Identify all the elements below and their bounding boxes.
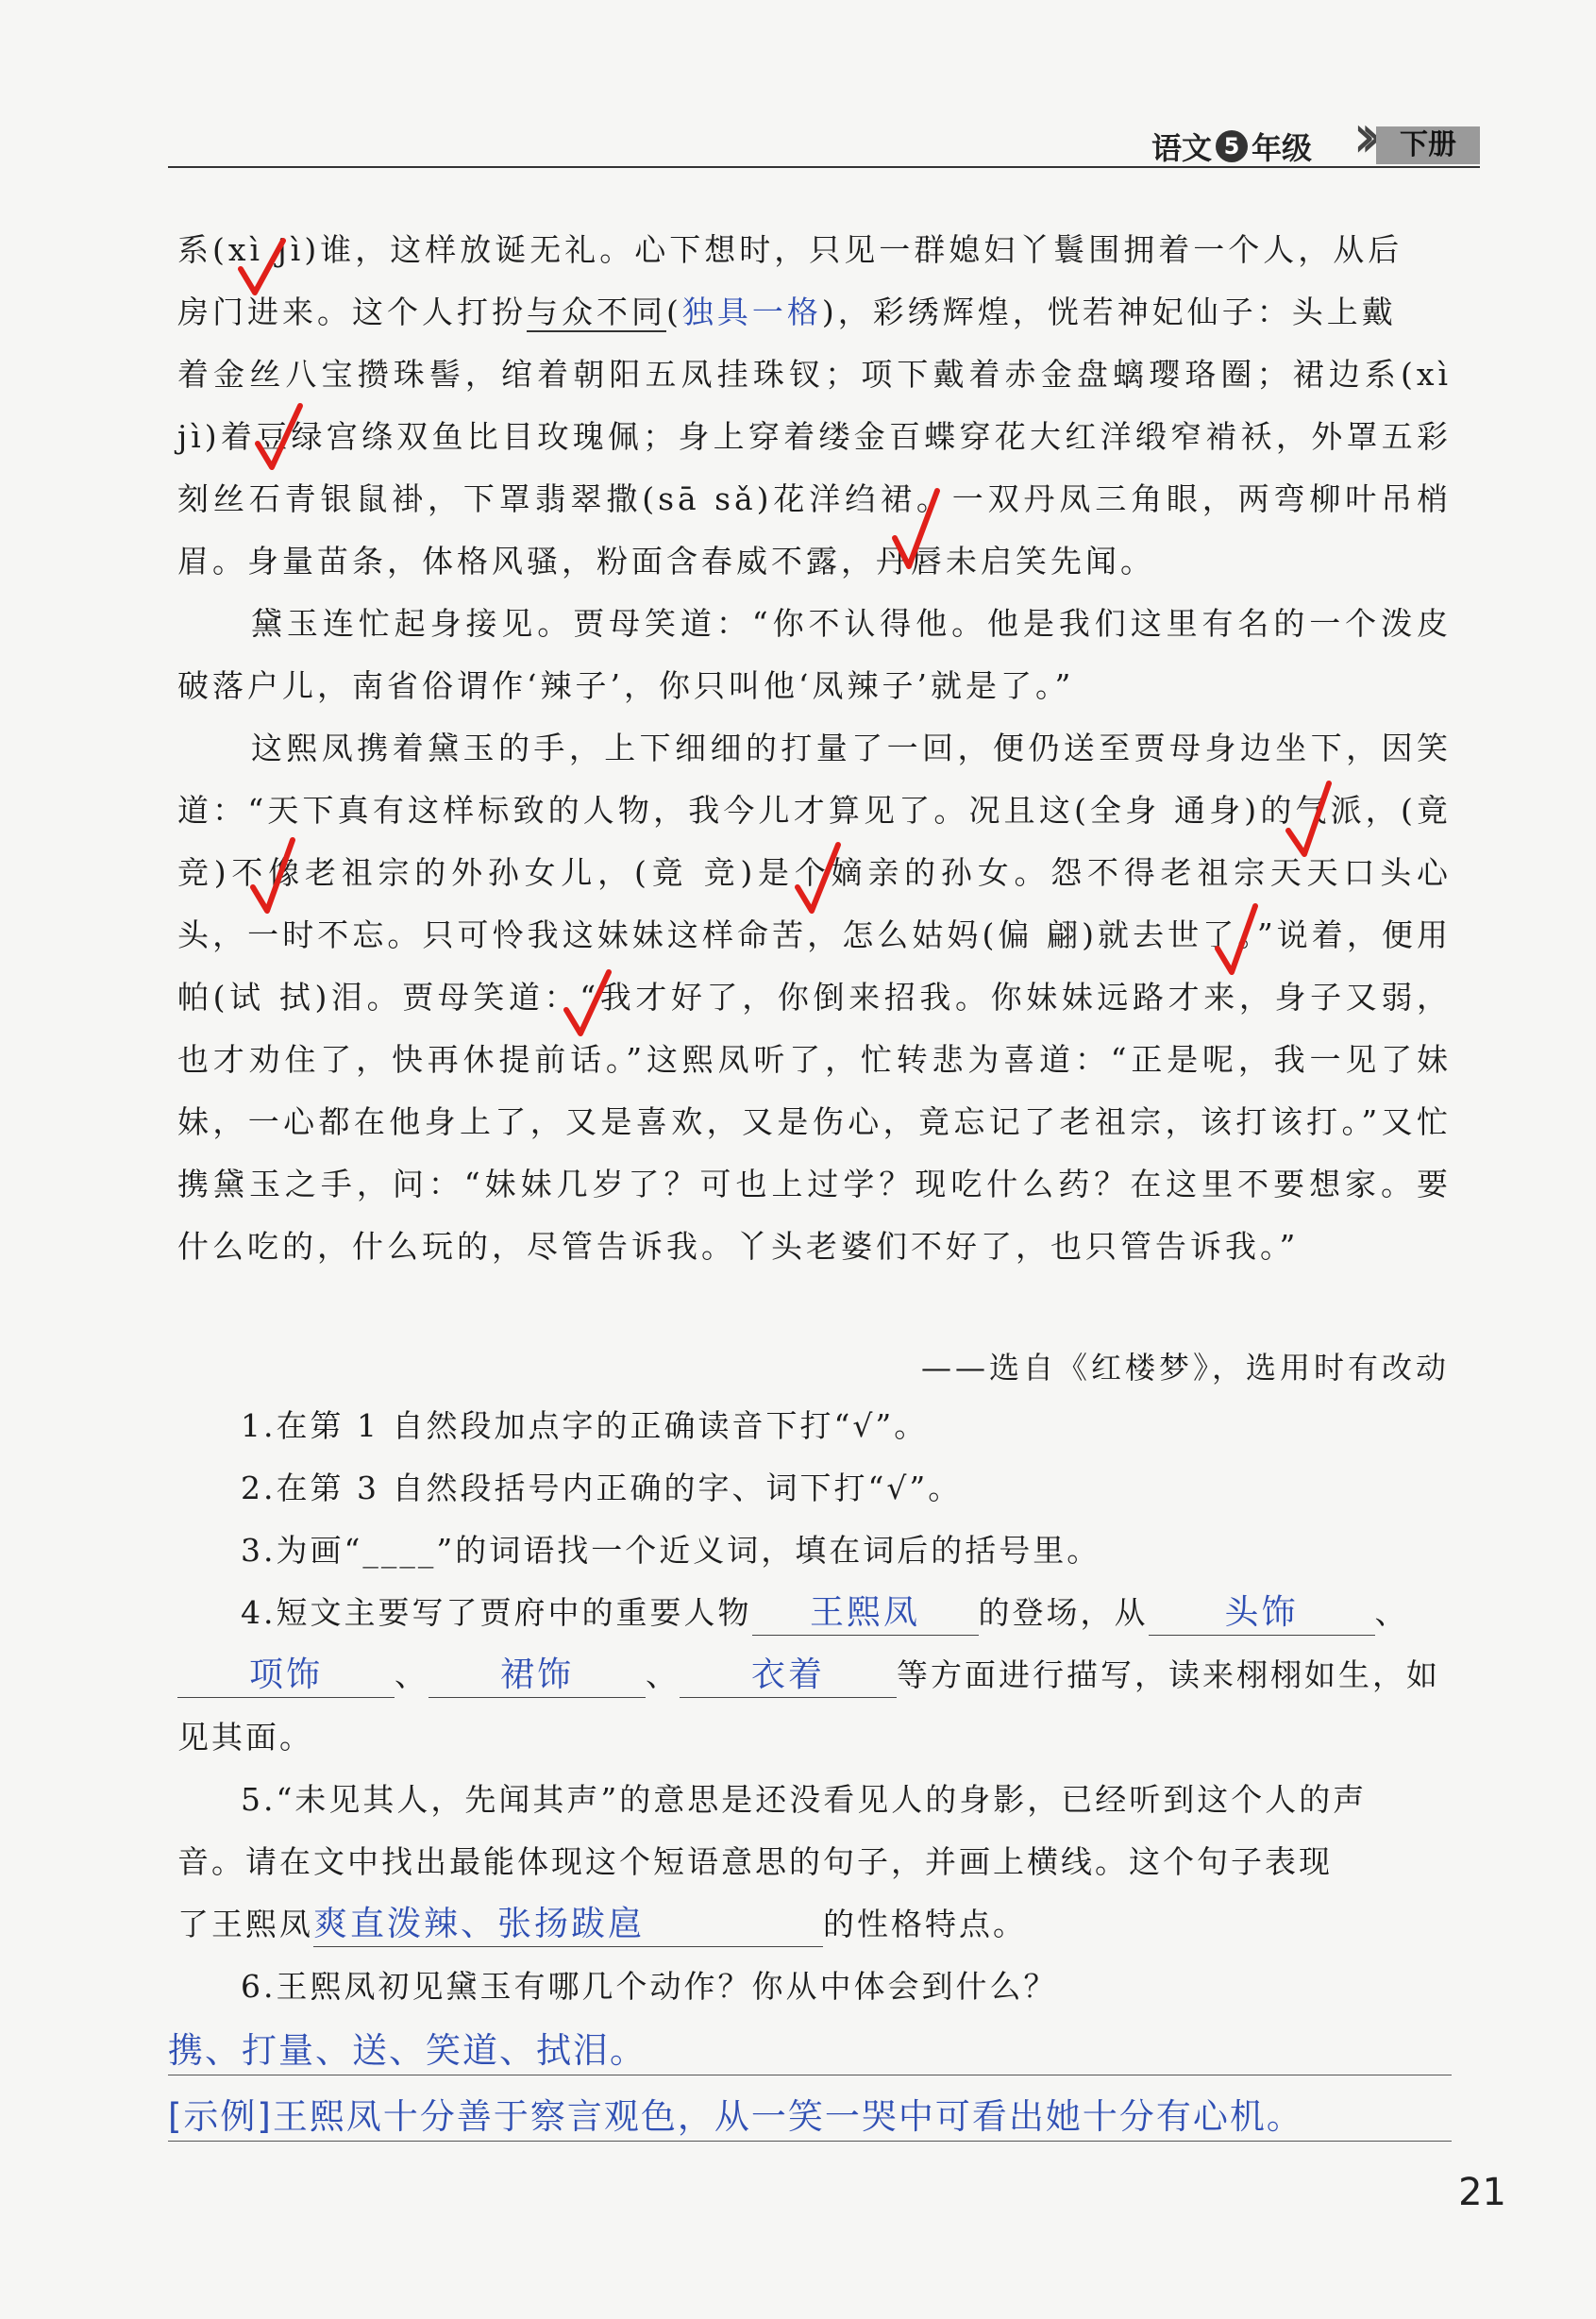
question-4-line3: 见其面。 [177, 1719, 313, 1756]
p1-rest: 着金丝八宝攒珠髻，绾着朝阳五凤挂珠钗；项下戴着赤金盘螭璎珞圈；裙边系(xì jì)着豆绿宫绦双鱼比目玫瑰佩；身上穿着缕金百蝶穿花大红洋缎窄褃袄，外罩五彩刻丝石青银鼠褂，下罩翡翠撒(sā sǎ)花洋绉裙。一双丹凤三角眼，两弯柳叶吊梢眉。身量苗条，体格风骚，粉面含春威不露，丹唇未启笑先闻。 [177, 356, 1452, 580]
question-1: 1.在第 1 自然段加点字的正确读音下打“√”。 [241, 1407, 929, 1444]
p1-line2-end: ，彩绣辉煌，恍若神妃仙子：头上戴 [837, 294, 1397, 330]
check-mark-icon [798, 845, 838, 911]
source-citation: ——选自《红楼梦》，选用时有改动 [920, 1350, 1450, 1386]
question-6: 6.王熙凤初见黛玉有哪几个动作？你从中体会到什么？ [241, 1968, 1058, 2005]
answer-blank-personality[interactable]: 爽直泼辣、张扬跋扈 [313, 1903, 823, 1947]
check-mark-icon [241, 241, 283, 293]
q5-text-c: 了王熙凤 [177, 1906, 313, 1942]
answer-blank-2[interactable]: 项饰 [177, 1654, 395, 1698]
q6-answer-1: 携、打量、送、笑道、拭泪。 [168, 2030, 647, 2071]
paragraph-3: 这熙凤携着黛玉的手，上下细细的打量了一回，便仍送至贾母身边坐下，因笑道：“天下真有这样标致的人物，我今儿才算见了。况且这(全身 通身)的气派，(竟 竞)不像老祖宗的外孙女儿，(竟 竞)是个嫡亲的孙女。怨不得老祖宗天天口头心头，一时不忘。只可怜我这妹妹这样命苦，怎么姑妈(偏 翩)就去世了。”说着，便用帕(试 拭)泪。贾母笑道：“我才好了，你倒来招我。你妹妹远路才来，身子又弱，也才劝住了，快再休提前话。”这熙凤听了，忙转悲为喜道：“正是呢，我一见了妹妹，一心都在他身上了，又是喜欢，又是伤心，竟忘记了老祖宗，该打该打。”又忙携黛玉之手，问：“妹妹几岁了？可也上过学？现吃什么药？在这里不要想家。要什么吃的，什么玩的，尽管告诉我。丫头老婆们不好了，也只管告诉我。” [177, 730, 1453, 1265]
check-mark-icon [895, 491, 937, 566]
grade-badge: 5 [1216, 130, 1248, 162]
underlined-phrase: 与众不同 [527, 294, 666, 330]
q4-text-c: 等方面进行描写，读来栩栩如生，如 [897, 1656, 1440, 1693]
volume-label: 下册 [1376, 126, 1480, 164]
q4-text-b: 的登场，从 [978, 1594, 1149, 1631]
q4-sep-2: 、 [646, 1656, 680, 1693]
synonym-answer: 独具一格 [681, 294, 822, 330]
q6-answer-2: [示例]王熙凤十分善于察言观色，从一笑一哭中可看出她十分有心机。 [168, 2096, 1303, 2137]
answer-blank-person[interactable]: 王熙凤 [752, 1591, 979, 1636]
question-3: 3.为画“____”的词语找一个近义词，填在词后的括号里。 [241, 1532, 1101, 1569]
q4-text-a: 4.短文主要写了贾府中的重要人物 [241, 1594, 752, 1631]
question-5-line1: 5.“未见其人，先闻其声”的意思是还没看见人的身影，已经听到这个人的声 [241, 1781, 1368, 1818]
q5-text-d: 的性格特点。 [823, 1906, 1027, 1942]
grade-suffix: 年级 [1251, 130, 1312, 166]
check-mark-icon [1218, 906, 1255, 972]
check-mark-icon [253, 840, 293, 911]
p1-line1: 系(xì jì)谁，这样放诞无礼。心下想时，只见一群媳妇丫鬟围拥着一个人，从后 [177, 231, 1403, 268]
check-mark-icon [258, 406, 300, 467]
paragraph-2: 黛玉连忙起身接见。贾母笑道：“你不认得他。他是我们这里有名的一个泼皮破落户儿，南省俗谓作‘辣子’，你只叫他‘凤辣子’就是了。” [177, 605, 1452, 704]
q4-sep-0: 、 [1374, 1594, 1409, 1631]
p1-line2: 房门进来。这个人打扮与众不同(独具一格)，彩绣辉煌，恍若神妃仙子：头上戴 [177, 294, 1397, 330]
page-number: 21 [1458, 2171, 1506, 2214]
question-2: 2.在第 3 自然段括号内正确的字、词下打“√”。 [241, 1470, 963, 1506]
answer-blank-4[interactable]: 衣着 [680, 1654, 897, 1698]
check-mark-icon [566, 972, 609, 1033]
answer-blank-1[interactable]: 头饰 [1149, 1591, 1375, 1636]
p1-line2-start: 房门进来。这个人打扮 [177, 294, 527, 330]
q4-sep-1: 、 [395, 1656, 428, 1693]
double-chevron-icon: ›› [1352, 102, 1367, 172]
answer-blank-3[interactable]: 裙饰 [428, 1654, 646, 1698]
subject-text: 语文 [1151, 130, 1212, 166]
check-mark-icon [1288, 783, 1329, 854]
question-5-line2: 音。请在文中找出最能体现这个短语意思的句子，并画上横线。这个句子表现 [177, 1843, 1333, 1880]
